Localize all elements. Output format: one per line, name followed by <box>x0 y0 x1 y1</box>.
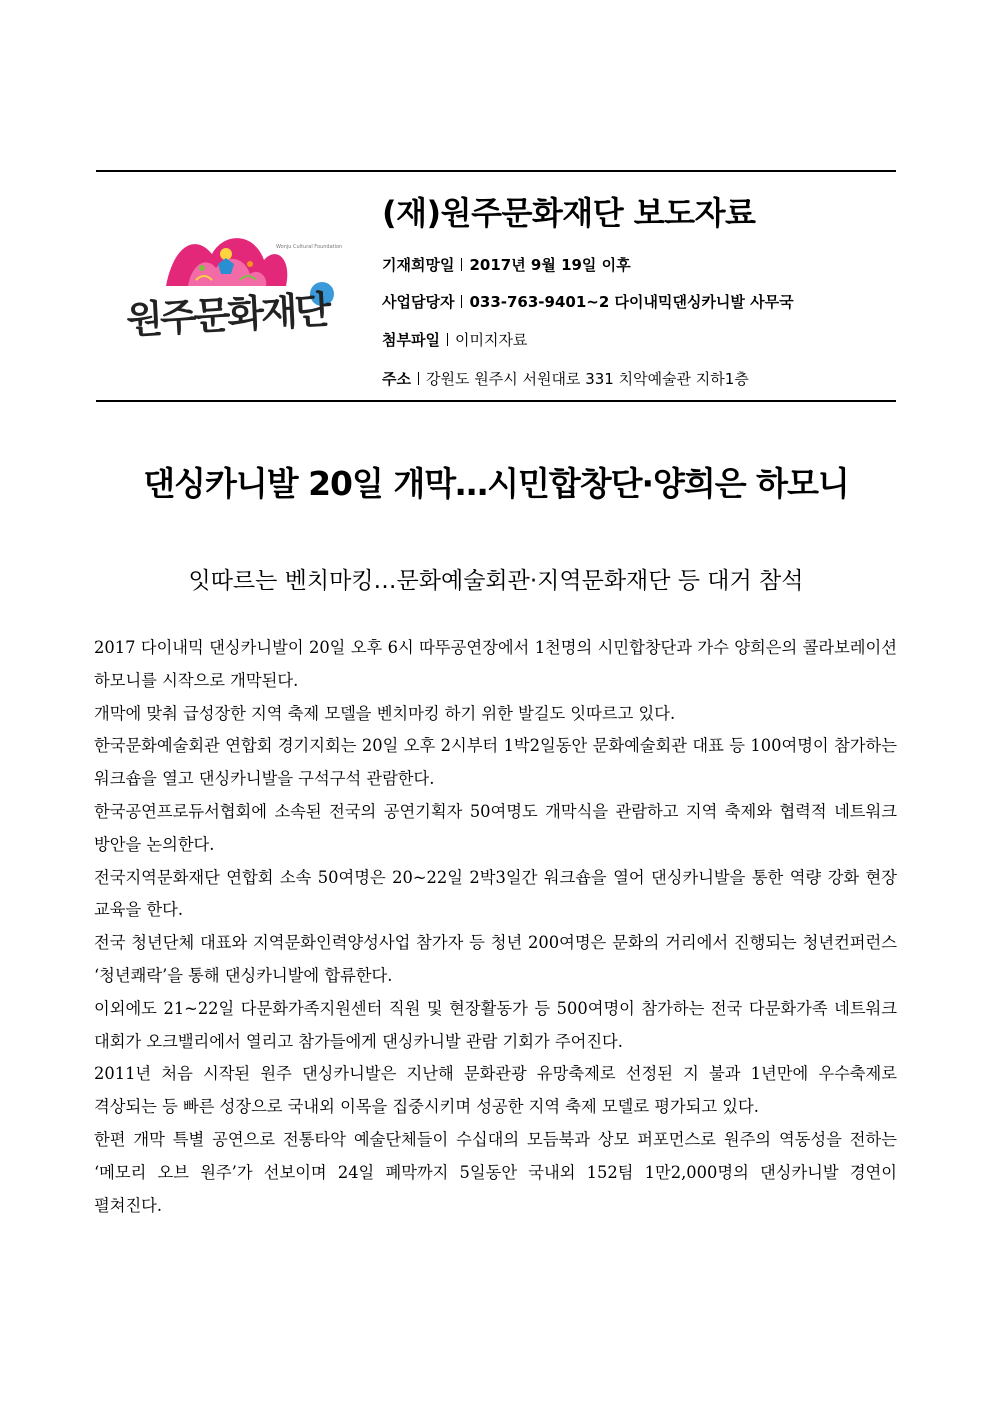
paragraph: 개막에 맞춰 급성장한 지역 축제 모델을 벤치마킹 하기 위한 발길도 잇따르고 있다. <box>94 703 676 723</box>
meta-desired-date: 기재희망일 2017년 9월 19일 이후 <box>382 256 631 274</box>
subheadline: 잇따르는 벤치마킹…문화예술회관·지역문화재단 등 대거 참석 <box>188 568 804 594</box>
press-release-header <box>96 170 896 402</box>
logo-text: 원주문화재단 <box>125 286 330 343</box>
meta-address: 주소 강원도 원주시 서원대로 331 치악예술관 지하1층 <box>382 370 749 388</box>
paragraph: 한국공연프로듀서협회에 소속된 전국의 공연기획자 50여명도 개막식을 관람하고 지역 축제와 협력적 네트워크 방안을 논의한다. <box>94 801 897 854</box>
paragraph: 2017 다이내믹 댄싱카니발이 20일 오후 6시 따뚜공연장에서 1천명의 시민합창단과 가수 양희은의 콜라보레이션 하모니를 시작으로 개막된다. <box>94 638 897 690</box>
paragraph: 2011년 처음 시작된 원주 댄싱카니발은 지난해 문화관광 유망축제로 선정된 지 불과 1년만에 우수축제로 격상되는 등 빠른 성장으로 국내외 이목을 집중시키며 성공한 지역 축제 모델로 평가되고 있다. <box>94 1064 897 1117</box>
headline: 댄싱카니발 20일 개막…시민합창단·양희은 하모니 <box>143 464 849 503</box>
logo-small-text: Wonju Cultural Foundation <box>276 244 343 250</box>
paragraph: 전국지역문화재단 연합회 소속 50여명은 20~22일 2박3일간 워크숍을 열어 댄싱카니발을 통한 역량 강화 현장 교육을 한다. <box>94 867 897 920</box>
press-release-title: (재)원주문화재단 보도자료 <box>382 194 756 232</box>
meta-contact: 사업담당자 033-763-9401~2 다이내믹댄싱카니발 사무국 <box>382 293 794 311</box>
paragraph: 한국문화예술회관 연합회 경기지회는 20일 오후 2시부터 1박2일동안 문화예술회관 대표 등 100여명이 참가하는 워크숍을 열고 댄싱카니발을 구석구석 관람한다. <box>94 736 897 789</box>
article-body <box>94 632 897 1222</box>
paragraph: 이외에도 21~22일 다문화가족지원센터 직원 및 현장활동가 등 500여명이 참가하는 전국 다문화가족 네트워크 대회가 오크밸리에서 열리고 참가들에게 댄싱카니발 관람 기회가 주어진다. <box>94 998 897 1051</box>
foundation-logo <box>126 224 346 354</box>
meta-attachment: 첨부파일 이미지자료 <box>382 331 528 349</box>
paragraph: 한편 개막 특별 공연으로 전통타악 예술단체들이 수십대의 모듬북과 상모 퍼포먼스로 원주의 역동성을 전하는 ‘메모리 오브 원주’가 선보이며 24일 폐막까지 5일동안 국내외 152팀 1만2,000명의 댄싱카니발 경연이 펼쳐진다. <box>94 1129 897 1215</box>
paragraph: 전국 청년단체 대표와 지역문화인력양성사업 참가자 등 청년 200여명은 문화의 거리에서 진행되는 청년컨퍼런스 ‘청년쾌락’을 통해 댄싱카니발에 합류한다. <box>94 933 897 985</box>
